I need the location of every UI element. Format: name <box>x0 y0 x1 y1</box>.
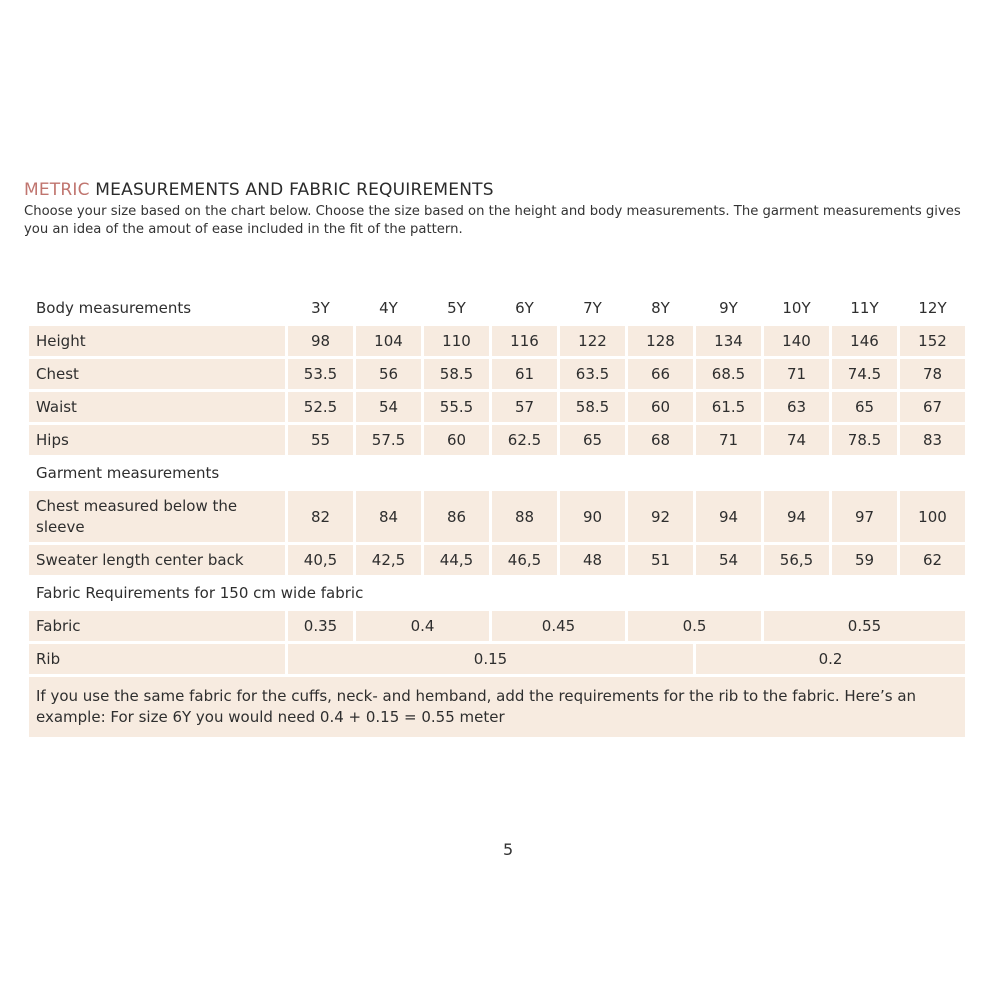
table-cell: 88 <box>492 491 557 542</box>
table-cell: 65 <box>832 392 897 422</box>
table-cell: 62 <box>900 545 965 575</box>
table-cell: 78 <box>900 359 965 389</box>
table-cell: 62.5 <box>492 425 557 455</box>
rib-cell: 0.15 <box>288 644 693 674</box>
table-cell: 66 <box>628 359 693 389</box>
row-label: Sweater length center back <box>29 545 285 575</box>
table-cell: 59 <box>832 545 897 575</box>
table-cell: 100 <box>900 491 965 542</box>
table-cell: 78.5 <box>832 425 897 455</box>
table-cell: 63.5 <box>560 359 625 389</box>
table-cell: 60 <box>628 392 693 422</box>
table-cell: 104 <box>356 326 421 356</box>
title-accent: METRIC <box>24 180 90 200</box>
row-label: Fabric <box>29 611 285 641</box>
size-header-cell: 8Y <box>651 299 670 317</box>
row-label: Chest <box>29 359 285 389</box>
page-number: 5 <box>503 840 514 859</box>
section-header-row <box>29 458 965 488</box>
table-cell: 134 <box>696 326 761 356</box>
row-label: Waist <box>29 392 285 422</box>
measurement-table <box>26 290 968 740</box>
table-cell: 152 <box>900 326 965 356</box>
table-cell: 140 <box>764 326 829 356</box>
size-header-cell: 9Y <box>719 299 738 317</box>
table-cell: 65 <box>560 425 625 455</box>
size-header-cell: 3Y <box>311 299 330 317</box>
table-cell: 94 <box>764 491 829 542</box>
table-cell: 52.5 <box>288 392 353 422</box>
table-cell: 146 <box>832 326 897 356</box>
table-cell: 58.5 <box>560 392 625 422</box>
table-cell: 98 <box>288 326 353 356</box>
table-cell: 61 <box>492 359 557 389</box>
table-cell: 74 <box>764 425 829 455</box>
table-cell: 82 <box>288 491 353 542</box>
note-row <box>29 677 965 737</box>
table-cell: 56 <box>356 359 421 389</box>
row-label: Chest measured below the sleeve <box>29 491 285 542</box>
row-label: Rib <box>29 644 285 674</box>
header-label: Body measurements <box>36 299 192 317</box>
size-header-cell: 4Y <box>379 299 398 317</box>
section-heading: Garment measurements <box>36 464 220 482</box>
table-cell: 68.5 <box>696 359 761 389</box>
table-cell: 128 <box>628 326 693 356</box>
table-row <box>29 326 965 356</box>
fabric-row <box>29 611 965 641</box>
table-cell: 63 <box>764 392 829 422</box>
table-row <box>29 491 965 542</box>
table-cell: 56,5 <box>764 545 829 575</box>
table-cell: 71 <box>764 359 829 389</box>
table-cell: 90 <box>560 491 625 542</box>
table-row <box>29 359 965 389</box>
fabric-cell: 0.45 <box>492 611 625 641</box>
page-title <box>24 180 494 200</box>
table-cell: 94 <box>696 491 761 542</box>
table-cell: 92 <box>628 491 693 542</box>
table-cell: 51 <box>628 545 693 575</box>
size-header-cell: 12Y <box>918 299 947 317</box>
size-header-cell: 10Y <box>782 299 811 317</box>
table-cell: 55 <box>288 425 353 455</box>
size-header-cell: 7Y <box>583 299 602 317</box>
size-header-cell: 5Y <box>447 299 466 317</box>
section-header-row <box>29 578 965 608</box>
row-label: Hips <box>29 425 285 455</box>
section-heading: Fabric Requirements for 150 cm wide fabric <box>36 584 364 602</box>
rib-cell: 0.2 <box>696 644 965 674</box>
note-text: If you use the same fabric for the cuffs, neck- and hemband, add the requirements for the rib to the fabric. Here’s an example: For size 6Y you would need 0.4 + 0.15 = 0.55 meter <box>29 677 965 737</box>
table-cell: 71 <box>696 425 761 455</box>
table-row <box>29 425 965 455</box>
intro-paragraph: Choose your size based on the chart below. Choose the size based on the height and body measurements. The garment measurements gives you an idea of the amout of ease included in the fit of the pattern. <box>24 204 961 237</box>
table-cell: 55.5 <box>424 392 489 422</box>
table-cell: 58.5 <box>424 359 489 389</box>
table-cell: 57 <box>492 392 557 422</box>
table-cell: 97 <box>832 491 897 542</box>
table-cell: 110 <box>424 326 489 356</box>
table-cell: 54 <box>356 392 421 422</box>
table-cell: 57.5 <box>356 425 421 455</box>
title-rest: MEASUREMENTS AND FABRIC REQUIREMENTS <box>89 180 494 200</box>
table-cell: 67 <box>900 392 965 422</box>
row-label: Height <box>29 326 285 356</box>
table-cell: 60 <box>424 425 489 455</box>
table-cell: 74.5 <box>832 359 897 389</box>
table-cell: 54 <box>696 545 761 575</box>
table-cell: 44,5 <box>424 545 489 575</box>
rib-row <box>29 644 965 674</box>
table-cell: 68 <box>628 425 693 455</box>
size-header-cell: 11Y <box>850 299 879 317</box>
table-cell: 61.5 <box>696 392 761 422</box>
size-header-cell: 6Y <box>515 299 534 317</box>
table-row <box>29 545 965 575</box>
table-cell: 40,5 <box>288 545 353 575</box>
table-cell: 122 <box>560 326 625 356</box>
table-header-row <box>29 293 965 323</box>
fabric-cell: 0.35 <box>288 611 353 641</box>
table-cell: 42,5 <box>356 545 421 575</box>
fabric-cell: 0.5 <box>628 611 761 641</box>
table-cell: 48 <box>560 545 625 575</box>
table-cell: 46,5 <box>492 545 557 575</box>
fabric-cell: 0.4 <box>356 611 489 641</box>
table-cell: 84 <box>356 491 421 542</box>
table-cell: 53.5 <box>288 359 353 389</box>
table-cell: 86 <box>424 491 489 542</box>
fabric-cell: 0.55 <box>764 611 965 641</box>
table-cell: 83 <box>900 425 965 455</box>
table-cell: 116 <box>492 326 557 356</box>
table-row <box>29 392 965 422</box>
